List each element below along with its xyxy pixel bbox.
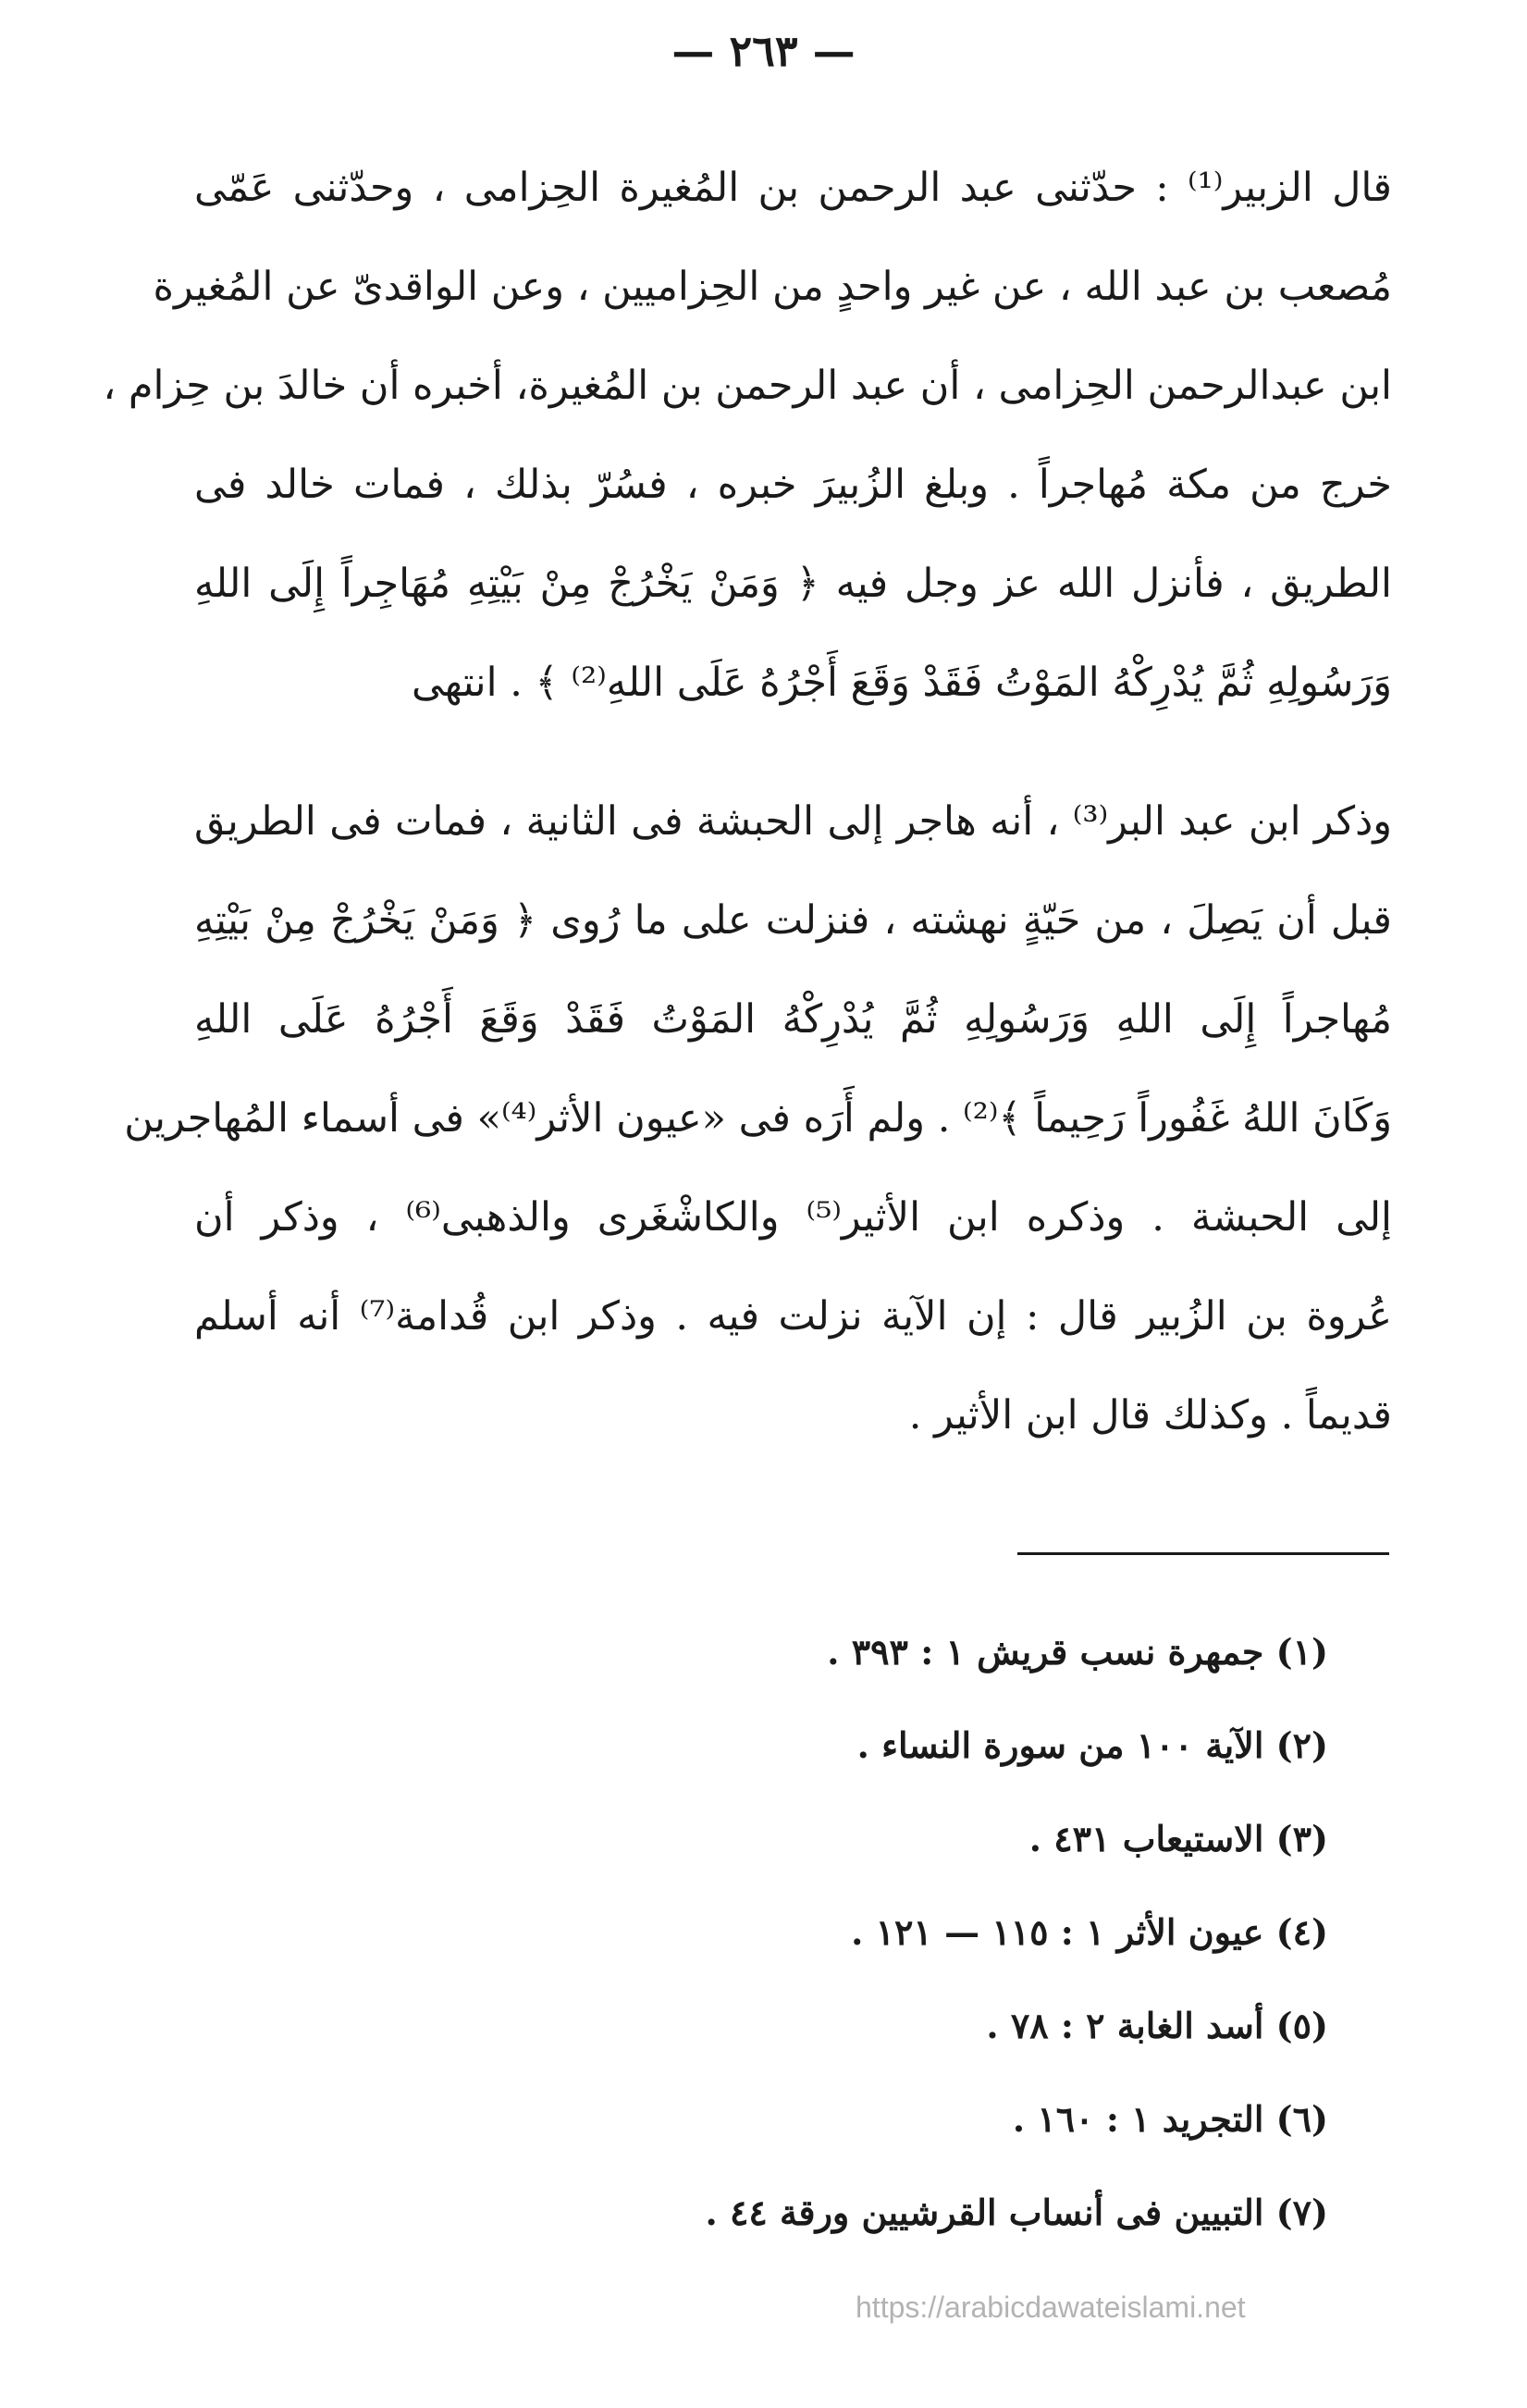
footnote-1: (١) جمهرة نسب قريش ١ : ٣٩٣ . [827, 1631, 1328, 1673]
footnote-5: (٥) أسد الغابة ٢ : ٧٨ . [986, 2005, 1328, 2046]
text-line: مُهاجراً إِلَى اللهِ وَرَسُولِهِ ثُمَّ يُدْرِكْهُ المَوْتُ فَقَدْ وَقَعَ أَجْرُهُ عَلَى اللهِ [194, 996, 1392, 1043]
text-line: ابن عبدالرحمن الحِزامى ، أن عبد الرحمن بن المُغيرة، أخبره أن خالدَ بن حِزام ، [103, 363, 1392, 409]
text-line: قديماً . وكذلك قال ابن الأثير . [908, 1392, 1392, 1439]
footnote-divider [1017, 1552, 1389, 1555]
text-line: قبل أن يَصِلَ ، من حَيّةٍ نهشته ، فنزلت على ما رُوى ﴿ وَمَنْ يَخْرُجْ مِنْ بَيْتِهِ [194, 897, 1392, 944]
footnote-3: (٣) الاستيعاب ٤٣١ . [1028, 1818, 1328, 1859]
watermark-url: https://arabicdawateislami.net [856, 2291, 1246, 2324]
text-line: خرج من مكة مُهاجراً . وبلغ الزُبيرَ خبره ، فسُرّ بذلك ، فمات خالد فى [194, 462, 1392, 508]
footnote-4: (٤) عيون الأثر ١ : ١١٥ — ١٢١ . [851, 1911, 1328, 1953]
paragraph-2 [124, 772, 1393, 1465]
text-line: وذكر ابن عبد البر⁽³⁾ ، أنه هاجر إلى الحبشة فى الثانية ، فمات فى الطريق [194, 798, 1393, 845]
footnote-6: (٦) التجريد ١ : ١٦٠ . [1012, 2098, 1328, 2140]
text-line: عُروة بن الزُبير قال : إن الآية نزلت فيه . وذكر ابن قُدامة⁽⁷⁾ أنه أسلم [194, 1293, 1392, 1340]
text-line: وَرَسُولِهِ ثُمَّ يُدْرِكْهُ المَوْتُ فَقَدْ وَقَعَ أَجْرُهُ عَلَى اللهِ⁽²⁾ ﴾ . انتهى [411, 660, 1392, 706]
text-line: قال الزبير⁽¹⁾ : حدّثنى عبد الرحمن بن المُغيرة الحِزامى ، وحدّثنى عَمّى [194, 165, 1392, 211]
text-line: وَكَانَ اللهُ غَفُوراً رَحِيماً ﴾⁽²⁾ . ولم أَرَه فى «عيون الأثر⁽⁴⁾» فى أسماء المُهاجرين [124, 1095, 1392, 1142]
footnote-2: (٢) الآية ١٠٠ من سورة النساء . [856, 1724, 1328, 1766]
paragraph-1 [103, 139, 1392, 733]
text-line: إلى الحبشة . وذكره ابن الأثير⁽⁵⁾ والكاشْغَرى والذهبى⁽⁶⁾ ، وذكر أن [194, 1194, 1392, 1241]
text-line: مُصعب بن عبد الله ، عن غير واحدٍ من الحِزاميين ، وعن الواقدىّ عن المُغيرة [153, 264, 1392, 310]
text-line: الطريق ، فأنزل الله عز وجل فيه ﴿ وَمَنْ يَخْرُجْ مِنْ بَيْتِهِ مُهَاجِراً إِلَى اللهِ [194, 561, 1392, 607]
footnote-7: (٧) التبيين فى أنساب القرشيين ورقة ٤٤ . [705, 2192, 1328, 2233]
footnotes [403, 1605, 1328, 2259]
page-number: — ٢٦٣ — [671, 26, 856, 76]
